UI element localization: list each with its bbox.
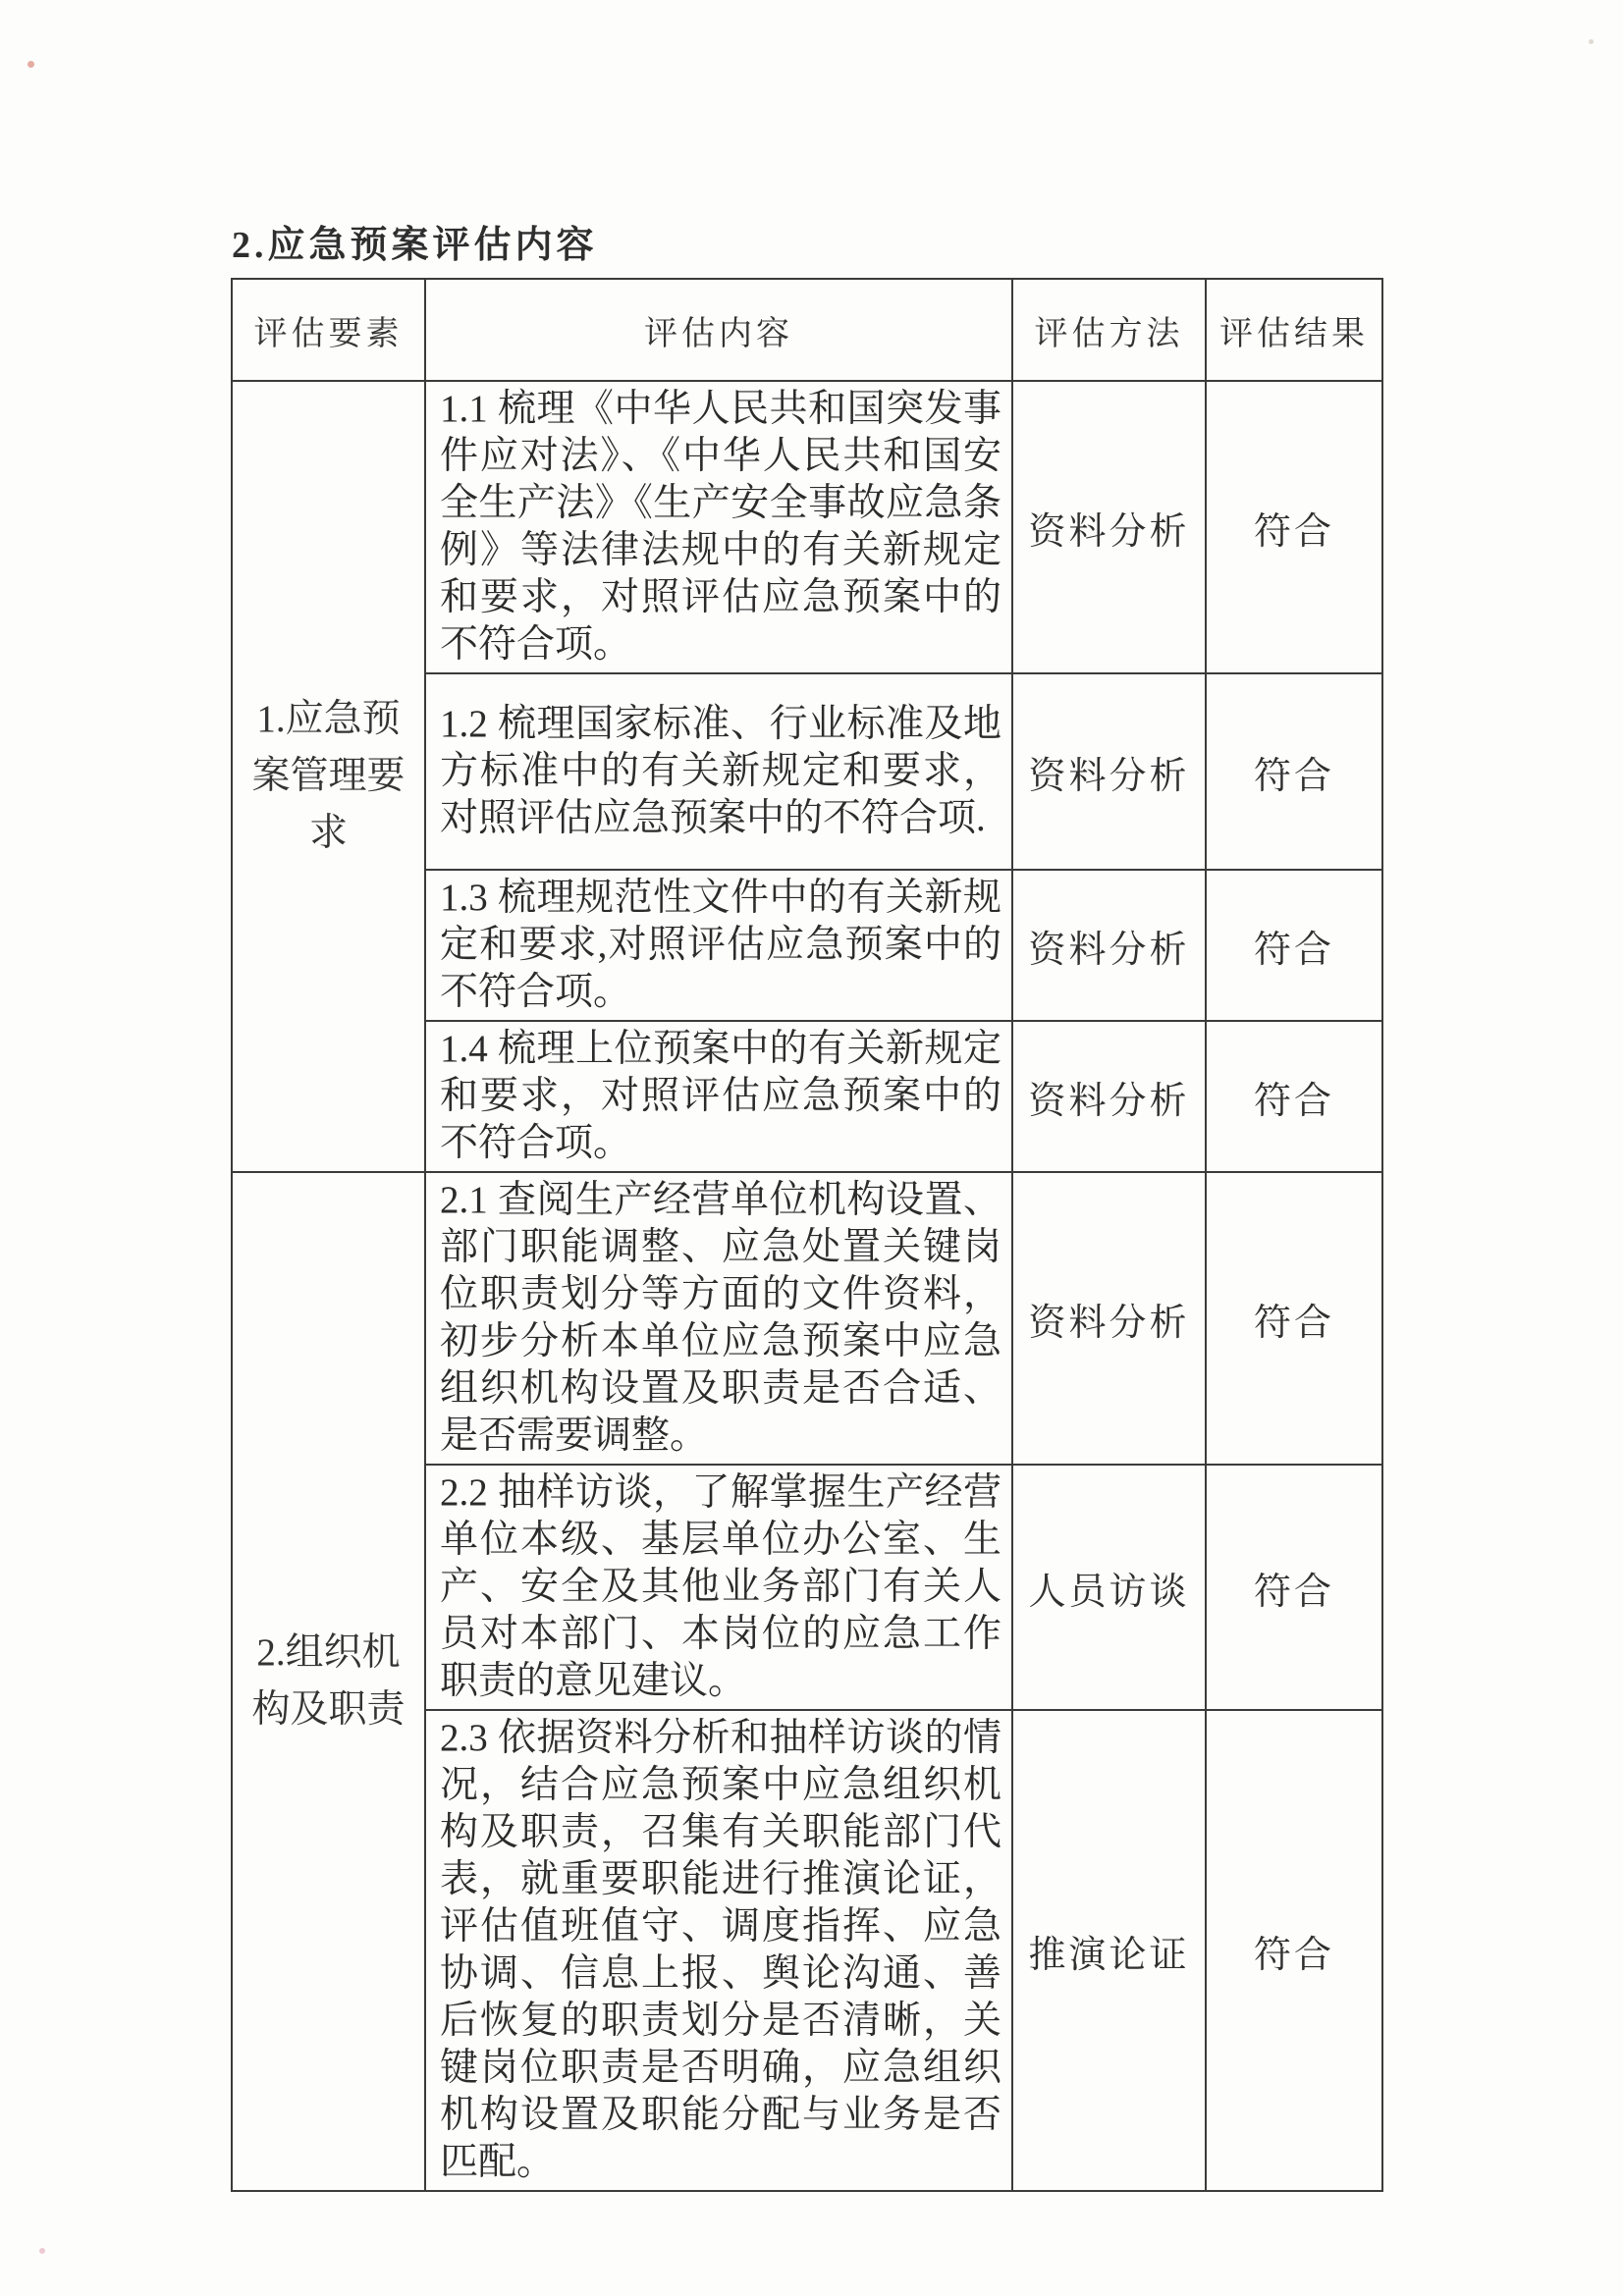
method-cell-1-3: 资料分析 <box>1012 870 1206 1021</box>
content-cell-1-3: 1.3 梳理规范性文件中的有关新规定和要求,对照评估应急预案中的不符合项。 <box>425 870 1012 1021</box>
header-evaluation-content: 评估内容 <box>425 279 1012 381</box>
evaluation-table <box>231 278 1383 2192</box>
method-cell-2-1: 资料分析 <box>1012 1172 1206 1465</box>
result-cell-1-1: 符合 <box>1206 381 1382 673</box>
section-title: 2.应急预案评估内容 <box>232 225 598 266</box>
content-cell-1-1: 1.1 梳理《中华人民共和国突发事件应对法》、《中华人民共和国安全生产法》《生产安全事故应急条例》等法律法规中的有关新规定和要求，对照评估应急预案中的不符合项。 <box>425 381 1012 673</box>
result-cell-2-3: 符合 <box>1206 1710 1382 2191</box>
table-row <box>232 381 1382 673</box>
header-evaluation-result: 评估结果 <box>1206 279 1382 381</box>
element-group-2-cell <box>232 1172 425 2191</box>
content-cell-1-2: 1.2 梳理国家标准、行业标准及地方标准中的有关新规定和要求，对照评估应急预案中的不符合项. <box>425 673 1012 870</box>
header-evaluation-element: 评估要素 <box>232 279 425 381</box>
content-cell-2-1: 2.1 查阅生产经营单位机构设置、部门职能调整、应急处置关键岗位职责划分等方面的文件资料，初步分析本单位应急预案中应急组织机构设置及职责是否合适、是否需要调整。 <box>425 1172 1012 1465</box>
result-cell-2-1: 符合 <box>1206 1172 1382 1465</box>
method-cell-1-1: 资料分析 <box>1012 381 1206 673</box>
header-evaluation-method: 评估方法 <box>1012 279 1206 381</box>
result-cell-2-2: 符合 <box>1206 1465 1382 1710</box>
scan-artifact <box>39 2248 45 2254</box>
table-header-row <box>232 279 1382 381</box>
result-cell-1-3: 符合 <box>1206 870 1382 1021</box>
method-cell-1-2: 资料分析 <box>1012 673 1206 870</box>
content-cell-2-2: 2.2 抽样访谈，了解掌握生产经营单位本级、基层单位办公室、生产、安全及其他业务部门有关人员对本部门、本岗位的应急工作职责的意见建议。 <box>425 1465 1012 1710</box>
content-cell-1-4: 1.4 梳理上位预案中的有关新规定和要求，对照评估应急预案中的不符合项。 <box>425 1021 1012 1172</box>
method-cell-2-3: 推演论证 <box>1012 1710 1206 2191</box>
content-cell-2-3: 2.3 依据资料分析和抽样访谈的情况，结合应急预案中应急组织机构及职责，召集有关职能部门代表，就重要职能进行推演论证，评估值班值守、调度指挥、应急协调、信息上报、舆论沟通、善后恢复的职责划分是否清晰，关键岗位职责是否明确，应急组织机构设置及职能分配与业务是否匹配。 <box>425 1710 1012 2191</box>
method-cell-1-4: 资料分析 <box>1012 1021 1206 1172</box>
element-group-1-cell <box>232 381 425 1172</box>
method-cell-2-2: 人员访谈 <box>1012 1465 1206 1710</box>
element-group-1-label: 1.应急预案管理要求 <box>251 698 406 854</box>
scan-artifact <box>27 61 34 68</box>
element-group-2-label: 2.组织机构及职责 <box>251 1631 406 1731</box>
result-cell-1-2: 符合 <box>1206 673 1382 870</box>
scan-artifact <box>1589 39 1594 44</box>
result-cell-1-4: 符合 <box>1206 1021 1382 1172</box>
table-row <box>232 1172 1382 1465</box>
